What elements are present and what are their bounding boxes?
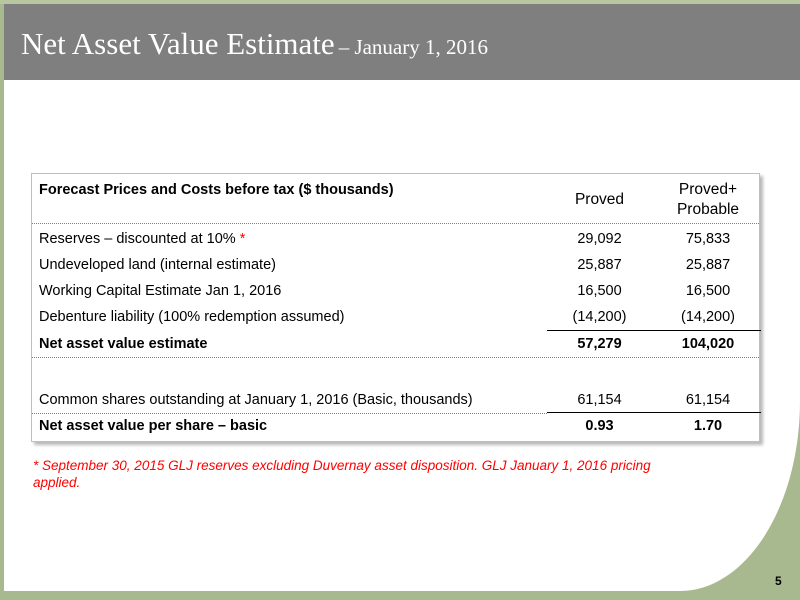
row-reserves-proved: 29,092: [577, 231, 622, 247]
col-header-proved: Proved: [574, 191, 625, 208]
subtotal-rule: [547, 330, 761, 331]
slide: [4, 4, 800, 591]
row-reserves-pp: 75,833: [685, 231, 731, 247]
col-header-proved-probable: [655, 180, 761, 220]
row-nav-per-share-label: Net asset value per share – basic: [39, 418, 268, 434]
title-date: – January 1, 2016: [338, 35, 488, 59]
row-debenture-proved: (14,200): [572, 309, 627, 325]
row-shares-label: Common shares outstanding at January 1, 2016 (Basic, thousands): [39, 392, 473, 408]
nav-table: [31, 173, 760, 442]
row-nav-proved: 57,279: [577, 336, 622, 352]
row-shares-proved: 61,154: [577, 392, 622, 408]
title-main: Net Asset Value Estimate: [21, 26, 335, 61]
footnote: * September 30, 2015 GLJ reserves excluding Duvernay asset disposition. GLJ January 1, 2016 pricing applied.: [33, 458, 651, 490]
slide-title: [21, 26, 488, 62]
row-reserves-label: [39, 231, 245, 247]
title-bar: [4, 4, 800, 80]
shares-rule: [547, 412, 761, 413]
row-land-label: Undeveloped land (internal estimate): [39, 257, 276, 273]
row-debenture-pp: (14,200): [680, 309, 735, 325]
col-header-pp-line1: Proved+: [678, 181, 738, 198]
row-nav-label: Net asset value estimate: [39, 336, 208, 352]
col-header-pp-line2: Probable: [676, 201, 740, 218]
row-nav-per-share-pp: 1.70: [693, 418, 723, 434]
page-number: 5: [775, 574, 782, 588]
row-working-capital-pp: 16,500: [685, 283, 731, 299]
row-land-pp: 25,887: [685, 257, 731, 273]
row-working-capital-proved: 16,500: [577, 283, 622, 299]
table-heading: Forecast Prices and Costs before tax ($ thousands): [39, 182, 394, 198]
row-land-proved: 25,887: [577, 257, 622, 273]
row-shares-pp: 61,154: [685, 392, 731, 408]
row-label: Reserves – discounted at 10%: [39, 231, 240, 247]
row-working-capital-label: Working Capital Estimate Jan 1, 2016: [39, 283, 282, 299]
header-divider: [32, 223, 759, 224]
row-debenture-label: Debenture liability (100% redemption assumed): [39, 309, 345, 325]
row-nav-pp: 104,020: [681, 336, 735, 352]
nav-divider: [32, 357, 759, 358]
footnote-marker: *: [239, 231, 246, 247]
row-nav-per-share-proved: 0.93: [585, 418, 614, 434]
shares-divider: [32, 413, 547, 414]
